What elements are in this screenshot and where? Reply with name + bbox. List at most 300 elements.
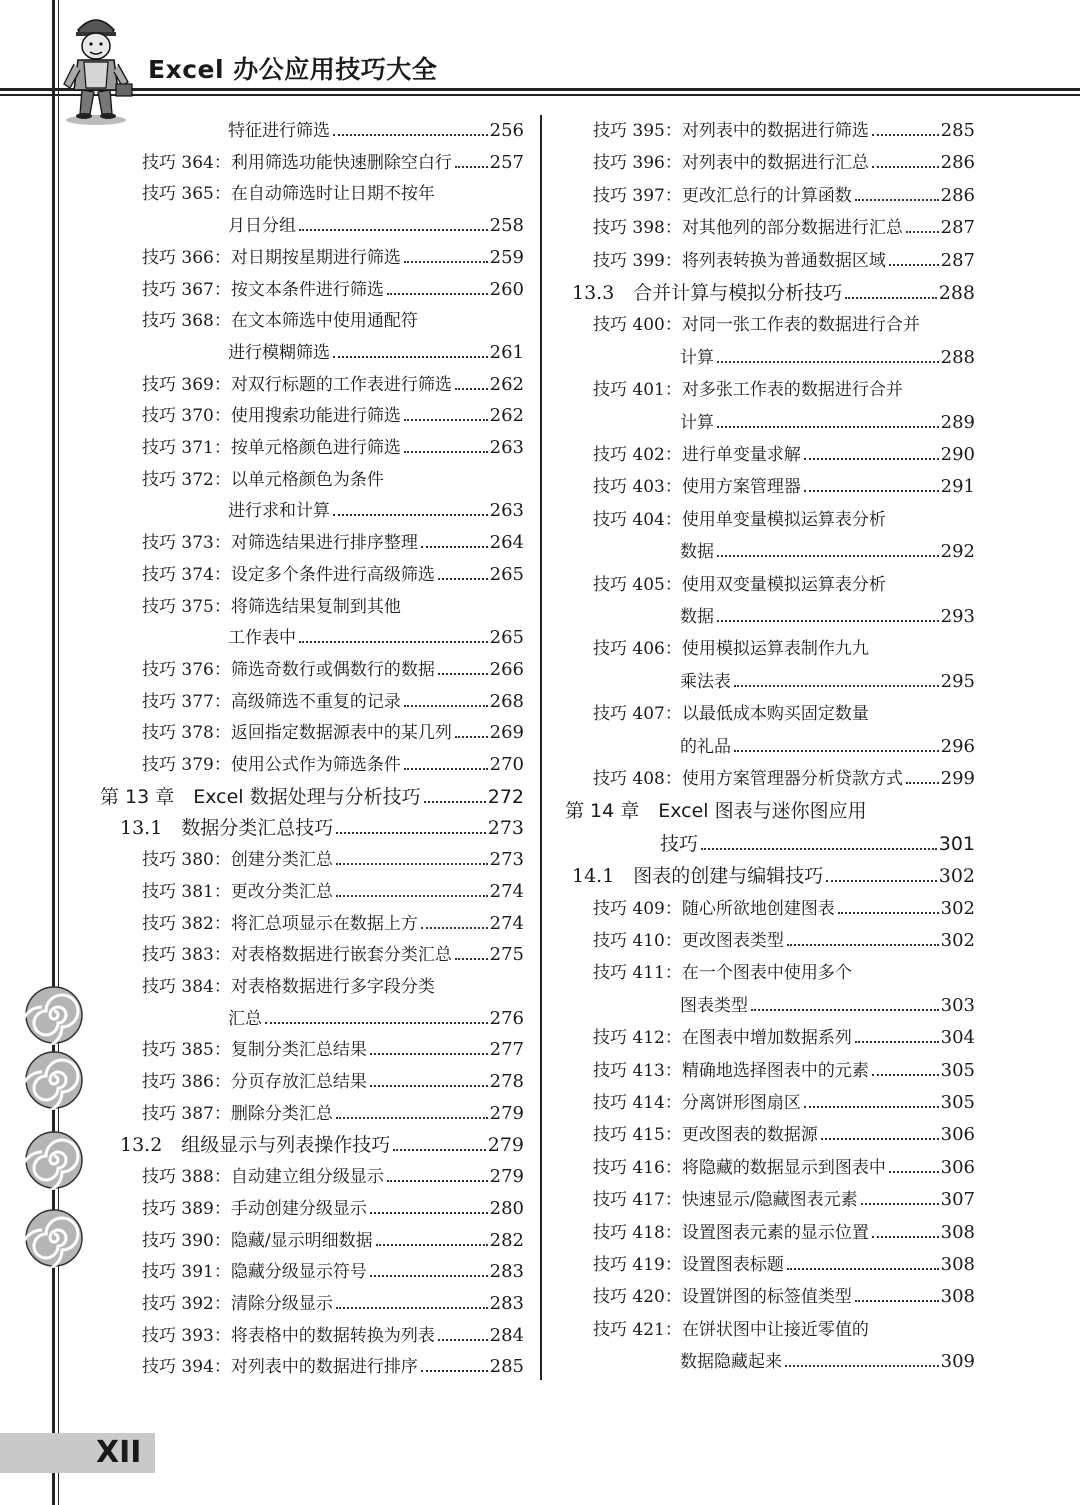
margin-rule-inner (58, 0, 59, 1505)
toc-page-number: 266 (489, 658, 524, 680)
toc-dot-leader (404, 261, 488, 263)
toc-page-number: 306 (940, 1124, 975, 1146)
toc-entry-title: 计算 (680, 412, 714, 433)
toc-entry (142, 465, 384, 490)
toc-entry-title: 技巧 397：更改汇总行的计算函数 (593, 185, 852, 206)
toc-entry-title: 技巧 378：返回指定数据源表中的某几列 (142, 723, 452, 744)
toc-entry-title: 技巧 395：对列表中的数据进行筛选 (593, 121, 869, 141)
toc-entry (593, 310, 920, 335)
spiral-ornament-icon (24, 985, 84, 1045)
toc-dot-leader (421, 927, 488, 929)
toc-dot-leader (336, 1307, 488, 1309)
toc-entry-title: 月日分组 (228, 216, 296, 237)
toc-entry-title: 技巧 413：精确地选择图表中的元素 (593, 1060, 869, 1081)
toc-entry-title: 技巧 372：以单元格颜色为条件 (142, 469, 384, 490)
toc-dot-leader (855, 1041, 939, 1043)
toc-page-number: 301 (938, 832, 975, 855)
toc-page-number: 274 (489, 880, 524, 902)
toc-entry (593, 1056, 975, 1081)
toc-dot-leader (717, 555, 939, 557)
toc-entry (142, 1162, 524, 1187)
toc-entry (593, 440, 975, 465)
toc-entry-title: 技巧 376：筛选奇数行或偶数行的数据 (142, 659, 435, 680)
toc-dot-leader (376, 1244, 488, 1246)
toc-entry (142, 560, 524, 585)
toc-entry (142, 433, 524, 458)
toc-page-number: 258 (489, 215, 524, 237)
toc-page-number: 256 (489, 120, 524, 141)
toc-page-number: 283 (489, 1261, 524, 1283)
toc-entry-title: 技巧 417：快速显示/隐藏图表元素 (593, 1190, 858, 1211)
toc-entry-title: 技巧 387：删除分类汇总 (142, 1103, 333, 1124)
toc-dot-leader (855, 199, 939, 201)
toc-page-number: 287 (940, 249, 975, 271)
toc-dot-leader (333, 356, 488, 358)
toc-page-number: 279 (489, 1166, 524, 1188)
toc-entry-title: 技巧 403：使用方案管理器 (593, 477, 801, 498)
toc-entry (593, 213, 975, 238)
toc-entry-title: 技巧 390：隐藏/显示明细数据 (142, 1230, 373, 1251)
toc-entry-title: 技巧 393：将表格中的数据转换为列表 (142, 1325, 435, 1346)
toc-dot-leader (421, 1370, 488, 1372)
toc-page-number: 265 (489, 627, 524, 649)
toc-entry-title: 进行模糊筛选 (228, 342, 330, 363)
toc-entry (228, 211, 524, 236)
toc-entry-title: 技巧 368：在文本筛选中使用通配符 (142, 311, 418, 332)
toc-page-number: 257 (489, 151, 524, 173)
toc-entry (593, 1023, 975, 1048)
toc-page-number: 307 (940, 1189, 975, 1211)
toc-entry (142, 370, 524, 395)
toc-entry (142, 940, 524, 965)
margin-rule-outer (52, 0, 55, 1505)
toc-page-number: 291 (940, 476, 975, 498)
toc-page-number: 280 (489, 1197, 524, 1219)
toc-dot-leader (299, 641, 488, 643)
toc-entry (593, 116, 975, 141)
toc-page-number: 305 (940, 1092, 975, 1113)
toc-entry-title: 技巧 392：清除分级显示 (142, 1293, 333, 1314)
toc-page-number: 284 (489, 1324, 524, 1346)
toc-entry (142, 1099, 524, 1124)
toc-page-number: 277 (489, 1039, 524, 1061)
toc-entry (680, 408, 975, 433)
toc-entry (593, 1250, 975, 1275)
toc-entry-title: 技巧 406：使用模拟运算表制作九九 (593, 639, 869, 660)
toc-entry-title: 的礼品 (680, 736, 731, 757)
toc-dot-leader (393, 1149, 485, 1151)
toc-page-number: 279 (489, 1102, 524, 1124)
toc-entry-title: 技巧 394：对列表中的数据进行排序 (142, 1357, 418, 1378)
toc-dot-leader (889, 264, 939, 266)
toc-dot-leader (404, 451, 488, 453)
toc-entry-title: 技巧 407：以最低成本购买固定数量 (593, 704, 869, 725)
toc-entry-title: 技巧 380：创建分类汇总 (142, 850, 333, 871)
toc-page-number: 299 (940, 768, 975, 789)
toc-entry-title: 技巧 398：对其他列的部分数据进行汇总 (593, 218, 903, 239)
header-rule-bottom (0, 94, 1080, 96)
toc-dot-leader (906, 782, 939, 784)
toc-dot-leader (845, 297, 936, 299)
toc-page-number: 305 (940, 1059, 975, 1081)
toc-dot-leader (861, 1203, 939, 1205)
toc-entry (142, 148, 524, 173)
toc-dot-leader (804, 490, 939, 492)
toc-page-number: 263 (489, 500, 524, 522)
toc-entry (680, 537, 975, 562)
toc-page-number: 272 (487, 785, 524, 808)
toc-entry-title: 14.1 图表的创建与编辑技巧 (572, 865, 824, 888)
toc-entry (680, 732, 975, 757)
toc-entry-title: 计算 (680, 347, 714, 368)
toc-entry-title: 工作表中 (228, 628, 296, 649)
toc-page-number: 288 (938, 282, 975, 304)
toc-page-number: 285 (940, 120, 975, 141)
toc-page-number: 274 (489, 912, 524, 934)
toc-dot-leader (787, 1268, 939, 1270)
toc-entry (142, 1352, 524, 1377)
toc-page-number: 262 (489, 373, 524, 395)
toc-entry (100, 782, 524, 809)
toc-dot-leader (906, 231, 939, 233)
toc-dot-leader (717, 620, 939, 622)
toc-entry (593, 472, 975, 497)
toc-page-number: 269 (489, 722, 524, 744)
toc-dot-leader (387, 1180, 488, 1182)
toc-page-number: 263 (489, 437, 524, 458)
toc-entry (142, 243, 524, 268)
toc-entry (142, 1289, 524, 1314)
toc-page-number: 261 (489, 341, 524, 363)
toc-entry-title: 技巧 415：更改图表的数据源 (593, 1125, 818, 1146)
toc-entry-title: 技巧 381：更改分类汇总 (142, 881, 333, 902)
toc-entry (142, 687, 524, 712)
toc-dot-leader (804, 458, 939, 460)
toc-page-number: 259 (489, 246, 524, 268)
toc-entry-title: 技巧 396：对列表中的数据进行汇总 (593, 153, 869, 174)
toc-entry (593, 958, 852, 983)
toc-entry-title: 技巧 414：分离饼形图扇区 (593, 1093, 801, 1113)
toc-dot-leader (336, 832, 485, 834)
toc-entry (593, 894, 975, 919)
toc-page-number: 308 (940, 1221, 975, 1243)
toc-entry (593, 926, 975, 951)
toc-entry (593, 375, 903, 400)
toc-dot-leader (872, 166, 939, 168)
toc-dot-leader (804, 1106, 939, 1108)
toc-dot-leader (455, 166, 488, 168)
toc-entry (593, 181, 975, 206)
toc-entry (593, 1282, 975, 1307)
toc-entry (228, 496, 524, 521)
toc-entry-title: 图表类型 (680, 995, 748, 1016)
toc-page-number: 306 (940, 1156, 975, 1178)
toc-entry (142, 1067, 524, 1092)
toc-page-number: 279 (487, 1134, 524, 1157)
toc-page-number: 290 (940, 444, 975, 465)
toc-page-number: 283 (489, 1292, 524, 1314)
toc-entry (142, 877, 524, 902)
toc-entry (593, 634, 869, 659)
toc-entry (228, 116, 524, 141)
spiral-ornament-icon (24, 1130, 84, 1190)
toc-page-number: 302 (940, 930, 975, 951)
toc-entry (142, 845, 524, 870)
toc-entry-title: 技巧 402：进行单变量求解 (593, 445, 801, 465)
toc-dot-leader (821, 1138, 939, 1140)
toc-entry-title: 进行求和计算 (228, 501, 330, 522)
column-divider (540, 115, 542, 1380)
toc-entry-title: 技巧 408：使用方案管理器分析贷款方式 (593, 769, 903, 789)
toc-entry (593, 570, 886, 595)
toc-dot-leader (336, 895, 488, 897)
toc-dot-leader (734, 685, 939, 687)
toc-page-number: 293 (940, 606, 975, 627)
toc-entry (142, 909, 524, 934)
toc-entry (142, 179, 435, 204)
page-number: XII (96, 1435, 142, 1470)
toc-dot-leader (838, 912, 939, 914)
toc-dot-leader (404, 419, 488, 421)
toc-page-number: 287 (940, 217, 975, 239)
toc-entry-title: 技巧 416：将隐藏的数据显示到图表中 (593, 1157, 886, 1178)
toc-entry (593, 764, 975, 789)
toc-entry (593, 246, 975, 271)
toc-entry (142, 592, 401, 617)
toc-entry-title: 技巧 379：使用公式作为筛选条件 (142, 755, 401, 775)
toc-entry-title: 技巧 412：在图表中增加数据系列 (593, 1028, 852, 1049)
toc-entry-title: 技巧 383：对表格数据进行嵌套分类汇总 (142, 945, 452, 966)
toc-entry-title: 技巧 367：按文本条件进行筛选 (142, 279, 384, 300)
toc-page-number: 285 (489, 1356, 524, 1378)
toc-dot-leader (455, 958, 488, 960)
toc-entry-title: 技巧 389：手动创建分级显示 (142, 1198, 367, 1219)
toc-dot-leader (455, 736, 488, 738)
toc-entry (593, 505, 886, 530)
toc-dot-leader (872, 134, 939, 136)
toc-entry (660, 829, 975, 856)
toc-entry-title: 技巧 400：对同一张工作表的数据进行合并 (593, 315, 920, 336)
toc-entry-title: 技巧 (660, 832, 699, 855)
toc-dot-leader (333, 134, 488, 136)
toc-dot-leader (299, 229, 488, 231)
toc-dot-leader (872, 1074, 939, 1076)
toc-entry-title: 技巧 364：利用筛选功能快速删除空白行 (142, 152, 452, 173)
toc-entry (142, 972, 435, 997)
toc-page-number: 265 (489, 563, 524, 585)
toc-entry-title: 技巧 377：高级筛选不重复的记录 (142, 691, 401, 712)
toc-page-number: 264 (489, 532, 524, 554)
toc-dot-leader (370, 1212, 488, 1214)
toc-entry (228, 623, 524, 648)
toc-entry (120, 1130, 524, 1157)
toc-entry-title: 技巧 370：使用搜索功能进行筛选 (142, 406, 401, 427)
toc-entry (572, 278, 975, 305)
header-rule-top (0, 88, 1080, 91)
toc-page-number: 286 (940, 152, 975, 174)
toc-entry (142, 528, 524, 553)
toc-entry-title: 技巧 374：设定多个条件进行高级筛选 (142, 564, 435, 585)
toc-dot-leader (889, 1171, 939, 1173)
toc-entry-title: 技巧 371：按单元格颜色进行筛选 (142, 438, 401, 458)
toc-dot-leader (751, 1009, 939, 1011)
toc-entry-title: 技巧 405：使用双变量模拟运算表分析 (593, 574, 886, 595)
spiral-ornament-icon (24, 1050, 84, 1110)
toc-dot-leader (404, 768, 488, 770)
toc-entry-title: 技巧 421：在饼状图中让接近零值的 (593, 1319, 869, 1340)
toc-dot-leader (370, 1275, 488, 1277)
toc-dot-leader (438, 578, 488, 580)
toc-entry (593, 699, 869, 724)
toc-page-number: 286 (940, 184, 975, 206)
toc-entry-title: 特征进行筛选 (228, 121, 330, 141)
book-title: Excel 办公应用技巧大全 (148, 55, 438, 84)
toc-dot-leader (734, 750, 939, 752)
toc-entry-title: 13.2 组级显示与列表操作技巧 (120, 1134, 391, 1157)
toc-dot-leader (424, 801, 486, 803)
toc-page-number: 273 (489, 849, 524, 871)
toc-entry-title: 技巧 410：更改图表类型 (593, 931, 784, 951)
toc-page-number: 270 (489, 754, 524, 775)
toc-entry-title: 数据 (680, 542, 714, 563)
toc-dot-leader (438, 673, 488, 675)
toc-dot-leader (421, 546, 488, 548)
toc-entry-title: 13.1 数据分类汇总技巧 (120, 817, 334, 840)
toc-page-number: 304 (940, 1027, 975, 1049)
toc-dot-leader (370, 1085, 488, 1087)
toc-entry (228, 338, 524, 363)
toc-entry (142, 655, 524, 680)
toc-entry-title: 技巧 382：将汇总项显示在数据上方 (142, 913, 418, 934)
toc-entry-title: 技巧 411：在一个图表中使用多个 (593, 963, 852, 984)
toc-entry (142, 718, 524, 743)
toc-entry-title: 技巧 375：将筛选结果复制到其他 (142, 596, 401, 617)
toc-entry (572, 861, 975, 888)
toc-entry-title: 数据 (680, 607, 714, 627)
toc-entry (120, 813, 524, 840)
toc-entry (593, 1315, 869, 1340)
toc-dot-leader (826, 880, 936, 882)
toc-page-number: 275 (489, 944, 524, 966)
toc-page-number: 282 (489, 1229, 524, 1251)
spiral-ornament-icon (24, 1208, 84, 1268)
toc-entry-title: 技巧 401：对多张工作表的数据进行合并 (593, 380, 903, 401)
worker-mascot-icon (56, 8, 136, 126)
toc-entry (680, 343, 975, 368)
toc-dot-leader (455, 388, 488, 390)
toc-dot-leader (387, 293, 488, 295)
toc-entry-title: 技巧 366：对日期按星期进行筛选 (142, 247, 401, 268)
toc-dot-leader (717, 426, 939, 428)
toc-page-number: 303 (940, 994, 975, 1016)
toc-page-number: 296 (940, 735, 975, 757)
toc-dot-leader (336, 863, 488, 865)
toc-entry-title: 技巧 418：设置图表元素的显示位置 (593, 1222, 869, 1243)
toc-entry-title: 技巧 386：分页存放汇总结果 (142, 1072, 367, 1092)
toc-entry (593, 1153, 975, 1178)
toc-page-number: 268 (489, 690, 524, 712)
toc-entry (680, 667, 975, 692)
toc-entry (228, 1004, 524, 1029)
toc-entry (680, 602, 975, 627)
toc-entry-title: 技巧 385：复制分类汇总结果 (142, 1040, 367, 1061)
toc-entry-title: 第 14 章 Excel 图表与迷你图应用 (565, 800, 867, 823)
toc-page-number: 276 (489, 1007, 524, 1029)
toc-page-number: 273 (487, 817, 524, 840)
toc-entry (142, 750, 524, 775)
toc-entry-title: 技巧 399：将列表转换为普通数据区域 (593, 250, 886, 271)
toc-entry-title: 数据隐藏起来 (680, 1352, 782, 1373)
toc-page-number: 289 (940, 411, 975, 433)
toc-entry (142, 1226, 524, 1251)
toc-entry-title: 技巧 409：随心所欲地创建图表 (593, 898, 835, 919)
toc-entry (142, 1035, 524, 1060)
toc-entry (142, 401, 524, 426)
toc-dot-leader (785, 1365, 939, 1367)
toc-page-number: 295 (940, 670, 975, 692)
toc-entry-title: 第 13 章 Excel 数据处理与分析技巧 (100, 785, 421, 808)
toc-dot-leader (701, 848, 937, 850)
toc-dot-leader (855, 1300, 939, 1302)
toc-entry (593, 148, 975, 173)
toc-dot-leader (717, 361, 939, 363)
toc-dot-leader (872, 1236, 939, 1238)
toc-entry-title: 技巧 388：自动建立组分级显示 (142, 1167, 384, 1188)
toc-entry-title: 技巧 384：对表格数据进行多字段分类 (142, 976, 435, 997)
toc-entry-title: 技巧 419：设置图表标题 (593, 1255, 784, 1275)
toc-entry (142, 1194, 524, 1219)
toc-entry-title: 技巧 420：设置饼图的标签值类型 (593, 1287, 852, 1308)
toc-entry-title: 技巧 365：在自动筛选时让日期不按年 (142, 184, 435, 205)
toc-entry-title: 技巧 391：隐藏分级显示符号 (142, 1262, 367, 1283)
toc-page-number: 302 (938, 865, 975, 888)
toc-entry-title: 乘法表 (680, 671, 731, 692)
toc-entry-title: 技巧 373：对筛选结果进行排序整理 (142, 533, 418, 554)
toc-dot-leader (787, 944, 939, 946)
toc-page-number: 309 (940, 1351, 975, 1373)
toc-entry-title: 技巧 404：使用单变量模拟运算表分析 (593, 509, 886, 530)
toc-entry-title: 汇总 (228, 1008, 262, 1029)
toc-entry (593, 1088, 975, 1113)
toc-entry-title: 技巧 369：对双行标题的工作表进行筛选 (142, 374, 452, 395)
toc-page-number: 308 (940, 1286, 975, 1308)
toc-page-number: 278 (489, 1071, 524, 1092)
toc-dot-leader (438, 1339, 488, 1341)
toc-page-number: 292 (940, 541, 975, 563)
toc-entry (142, 306, 418, 331)
toc-page-number: 288 (940, 346, 975, 368)
toc-entry (565, 796, 867, 823)
toc-entry (593, 1218, 975, 1243)
toc-page-number: 262 (489, 405, 524, 427)
toc-dot-leader (404, 705, 488, 707)
toc-dot-leader (370, 1053, 488, 1055)
toc-entry (680, 1347, 975, 1372)
toc-entry (593, 1185, 975, 1210)
toc-entry (680, 991, 975, 1016)
toc-dot-leader (336, 1117, 488, 1119)
toc-entry (142, 1257, 524, 1282)
toc-entry (593, 1120, 975, 1145)
toc-entry (142, 275, 524, 300)
toc-entry-title: 13.3 合并计算与模拟分析技巧 (572, 282, 843, 304)
toc-page-number: 260 (489, 278, 524, 300)
toc-dot-leader (333, 514, 488, 516)
toc-page-number: 308 (940, 1254, 975, 1275)
toc-dot-leader (265, 1022, 488, 1024)
toc-page-number: 302 (940, 897, 975, 919)
toc-entry (142, 1321, 524, 1346)
